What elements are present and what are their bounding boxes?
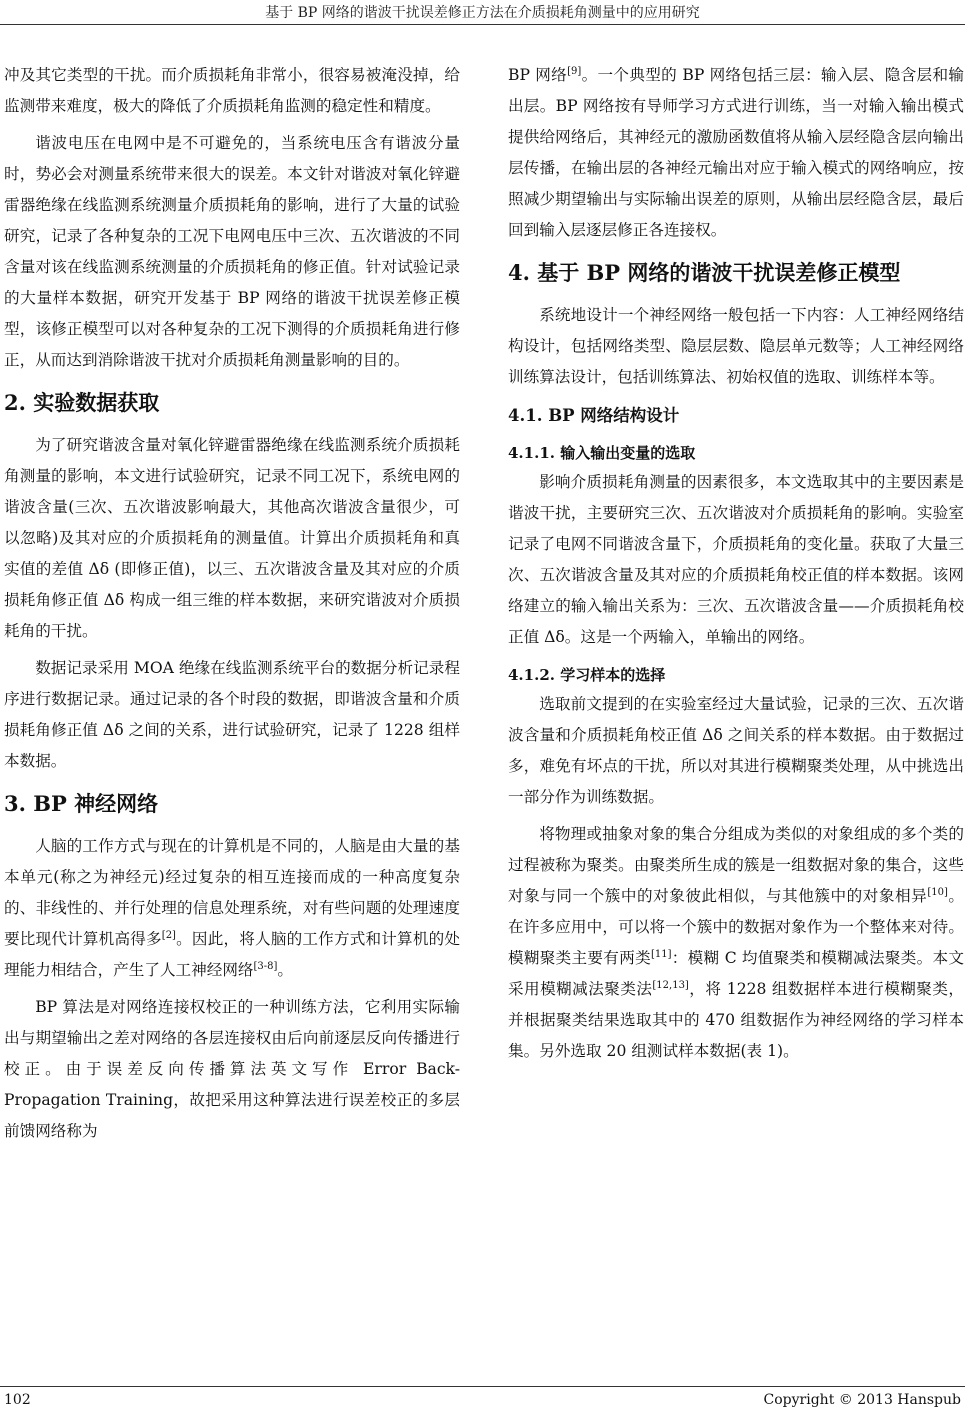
text-span: 。在许多应用中，可以将一个簇中的数据对象作为一个整体来对待。模糊聚类主要有两类: [508, 887, 964, 967]
citation: [3-8]: [253, 960, 278, 972]
section-2-heading: 2. 实验数据获取: [4, 390, 160, 415]
text-span: 将物理或抽象对象的集合分组成为类似的对象组成的多个类的过程被称为聚类。由聚类所生成的簇是一组数据对象的集合，这些对象与同一个簇中的对象彼此相似，与其他簇中的对象相异: [508, 825, 964, 905]
citation: [9]: [567, 65, 582, 77]
paragraph-sec4: 系统地设计一个神经网络一般包括一下内容：人工神经网络结构设计，包括网络类型、隐层层数、隐层单元数等；人工神经网络训练算法设计，包括训练算法、初始权值的选取、训练样本等。: [508, 306, 964, 386]
text-span: BP 网络: [508, 66, 568, 84]
paragraph-sec3-a: [4, 831, 460, 986]
left-column: [4, 60, 460, 1153]
paragraph-sec2-a: 为了研究谐波含量对氧化锌避雷器绝缘在线监测系统介质损耗角测量的影响，本文进行试验研究，记录不同工况下，系统电网的谐波含量(三次、五次谐波影响最大，其他高次谐波含量很少，可以忽略)及其对应的介质损耗角的测量值。计算出介质损耗角和真实值的差值 Δδ (即修正值)，以三、五次谐波含量及其对应的介质损耗角修正值 Δδ 构成一组三维的样本数据，来研究谐波对介质损耗角的干扰。: [4, 436, 460, 640]
citation: [10]: [927, 886, 948, 898]
paragraph-bp-continued: [508, 60, 964, 246]
text-span: ：模糊 C 均值聚类和模糊减法聚类。本文采用模糊减法聚类法: [508, 949, 964, 998]
text-span: 。一个典型的 BP 网络包括三层：输入层、隐含层和输出层。BP 网络按有导师学习方式进行训练，当一对输入输出模式提供给网络后，其神经元的激励函数值将从输入层经隐含层向输出层传播，在输出层的各神经元输出对应于输入模式的网络响应，按照减少期望输出与实际输出误差的原则，从输出层经隐含层，最后回到输入层逐层修正各连接权。: [508, 66, 964, 239]
section-3-heading: 3. BP 神经网络: [4, 791, 159, 816]
text-span: 。因此，将人脑的工作方式和计算机的处理能力相结合，产生了人工神经网络: [4, 930, 460, 979]
citation: [12,13]: [652, 979, 689, 991]
right-column: [508, 60, 964, 1073]
paragraph-4-1-2-b: [508, 819, 964, 1067]
page-number: 102: [4, 1392, 31, 1408]
header-rule: [0, 24, 965, 25]
section-4-1-2-heading: 4.1.2. 学习样本的选择: [508, 666, 666, 684]
citation: [11]: [650, 948, 672, 960]
section-4-heading: 4. 基于 BP 网络的谐波干扰误差修正模型: [508, 260, 901, 285]
footer-rule: [0, 1386, 965, 1387]
paragraph-intro-continued: 冲及其它类型的干扰。而介质损耗角非常小，很容易被淹没掉，给监测带来难度，极大的降低了介质损耗角监测的稳定性和精度。: [4, 66, 460, 115]
section-4-1-1-heading: 4.1.1. 输入输出变量的选取: [508, 444, 696, 462]
paragraph-4-1-1: 影响介质损耗角测量的因素很多，本文选取其中的主要因素是谐波干扰，主要研究三次、五次谐波对介质损耗角的影响。实验室记录了电网不同谐波含量下，介质损耗角的变化量。获取了大量三次、五次谐波含量及其对应的介质损耗角校正值的样本数据。该网络建立的输入输出关系为：三次、五次谐波含量——介质损耗角校正值 Δδ。这是一个两输入，单输出的网络。: [508, 473, 964, 646]
text-span: 。: [277, 961, 294, 979]
paragraph-harmonic: 谐波电压在电网中是不可避免的，当系统电压含有谐波分量时，势必会对测量系统带来很大的误差。本文针对谐波对氧化锌避雷器绝缘在线监测系统测量介质损耗角的影响，进行了大量的试验研究，记录了各种复杂的工况下电网电压中三次、五次谐波的不同含量对该在线监测系统测量的介质损耗角的修正值。针对试验记录的大量样本数据，研究开发基于 BP 网络的谐波干扰误差修正模型，该修正模型可以对各种复杂的工况下测得的介质损耗角进行修正，从而达到消除谐波干扰对介质损耗角测量影响的目的。: [4, 134, 460, 369]
paragraph-sec2-b: 数据记录采用 MOA 绝缘在线监测系统平台的数据分析记录程序进行数据记录。通过记录的各个时段的数据，即谐波含量和介质损耗角修正值 Δδ 之间的关系，进行试验研究，记录了 1228 组样本数据。: [4, 659, 460, 770]
copyright-notice: Copyright © 2013 Hanspub: [763, 1392, 961, 1408]
paragraph-sec3-b: BP 算法是对网络连接权校正的一种训练方法，它利用实际输出与期望输出之差对网络的各层连接权由后向前逐层反向传播进行校正。由于误差反向传播算法英文写作 Error Back-Propagation Training，故把采用这种算法进行误差校正的多层前馈网络称为: [4, 998, 460, 1140]
text-span: 人脑的工作方式与现在的计算机是不同的，人脑是由大量的基本单元(称之为神经元)经过复杂的相互连接而成的一种高度复杂的、非线性的、并行处理的信息处理系统，对有些问题的处理速度要比现代计算机高得多: [4, 837, 460, 948]
text-span: ，将 1228 组数据样本进行模糊聚类，并根据聚类结果选取其中的 470 组数据作为神经网络的学习样本集。另外选取 20 组测试样本数据(表 1)。: [508, 980, 964, 1060]
running-header: 基于 BP 网络的谐波干扰误差修正方法在介质损耗角测量中的应用研究: [265, 5, 700, 21]
paragraph-4-1-2-a: 选取前文提到的在实验室经过大量试验，记录的三次、五次谐波含量和介质损耗角校正值 Δδ 之间关系的样本数据。由于数据过多，难免有坏点的干扰，所以对其进行模糊聚类处理，从中挑选出一部分作为训练数据。: [508, 695, 964, 806]
section-4-1-heading: 4.1. BP 网络结构设计: [508, 406, 680, 425]
citation: [2]: [161, 929, 176, 941]
